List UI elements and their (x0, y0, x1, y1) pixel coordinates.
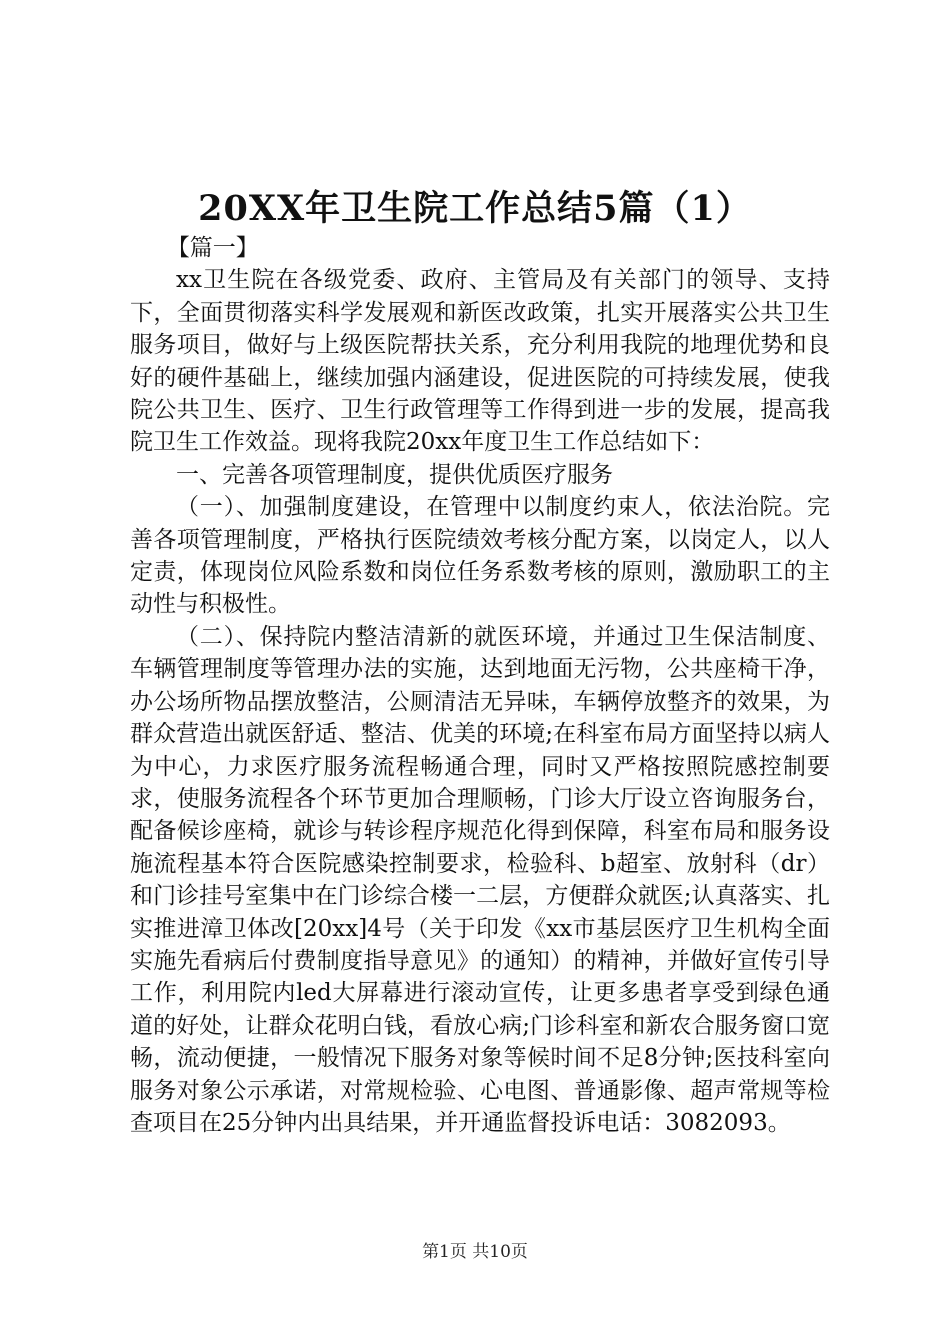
page-footer: 第1页 共10页 (422, 1242, 528, 1262)
paragraph-item-2: （二）、保持院内整洁清新的就医环境，并通过卫生保洁制度、车辆管理制度等管理办法的实施，达到地面无污物，公共座椅干净，办公场所物品摆放整洁，公厕清洁无异味，车辆停放整齐的效果，为群众营造出就医舒适、整洁、优美的环境;在科室布局方面坚持以病人为中心，力求医疗服务流程畅通合理，同时又严格按照院感控制要求，使服务流程各个环节更加合理顺畅，门诊大厅设立咨询服务台，配备候诊座椅，就诊与转诊程序规范化得到保障，科室布局和服务设施流程基本符合医院感染控制要求，检验科、b超室、放射科（dr）和门诊挂号室集中在门诊综合楼一二层，方便群众就医;认真落实、扎实推进漳卫体改[20xx]4号（关于印发《xx市基层医疗卫生机构全面实施先看病后付费制度指导意见》的通知）的精神，并做好宣传引导工作，利用院内led大屏幕进行滚动宣传，让更多患者享受到绿色通道的好处，让群众花明白钱，看放心病;门诊科室和新农合服务窗口宽畅，流动便捷，一般情况下服务对象等候时间不足8分钟;医技科室向服务对象公示承诺，对常规检验、心电图、普通影像、超声常规等检查项目在25分钟内出具结果，并开通监督投诉电话：3082093。 (130, 623, 830, 1136)
document-title: 20XX年卫生院工作总结5篇（1） (198, 188, 752, 229)
document-body (130, 232, 830, 1139)
paragraph-intro: xx卫生院在各级党委、政府、主管局及有关部门的领导、支持下，全面贯彻落实科学发展观和新医改政策，扎实开展落实公共卫生服务项目，做好与上级医院帮扶关系，充分利用我院的地理优势和良好的硬件基础上，继续加强内涵建设，促进医院的可持续发展，使我院公共卫生、医疗、卫生行政管理等工作得到进一步的发展，提高我院卫生工作效益。现将我院20xx年度卫生工作总结如下： (130, 267, 830, 456)
paragraph-heading: 一、完善各项管理制度，提供优质医疗服务 (176, 461, 613, 488)
section-tag: 【篇一】 (166, 235, 259, 261)
paragraph-item-1: （一）、加强制度建设，在管理中以制度约束人，依法治院。完善各项管理制度，严格执行医院绩效考核分配方案，以岗定人，以人定责，体现岗位风险系数和岗位任务系数考核的原则，激励职工的主动性与积极性。 (130, 494, 830, 618)
